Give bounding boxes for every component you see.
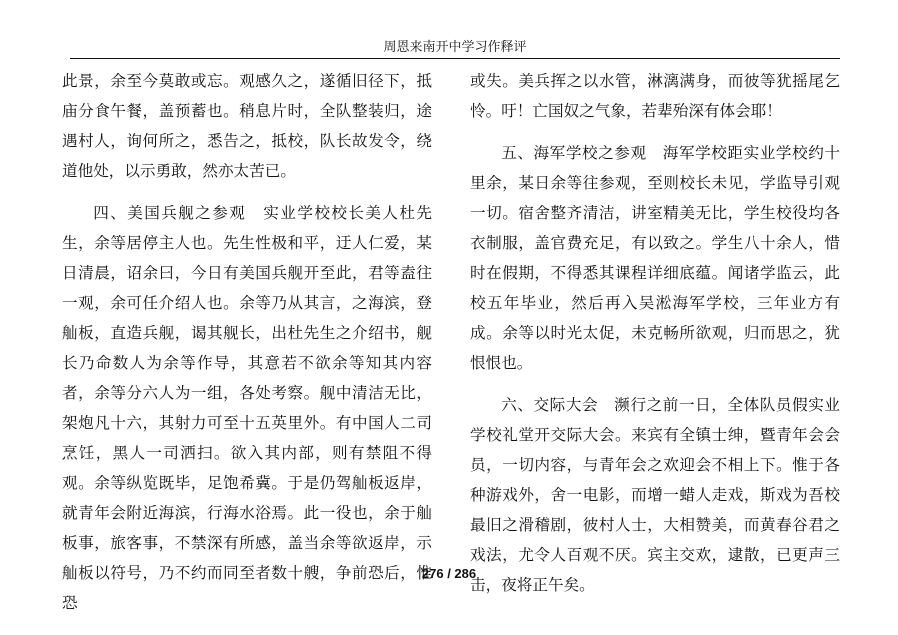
paragraph-section-4: 四、美国兵舰之参观 实业学校校长美人杜先生，余等居停主人也。先生性极和平，迂人仁爱，某日清晨，诏余曰，今日有美国兵舰开至此，君等盍往一观，余可任介绍人也。余等乃从其言，之海滨，登舢板，直造兵舰，谒其舰长，出杜先生之介绍书，舰长乃命数人为余等作导，其意若不欲余等知其内容者，余等分六人为一组，各处考察。舰中清洁无比，架炮凡十六，其射力可至十五英里外。有中国人二司烹饪，黑人一司洒扫。欲入其内部，则有禁阻不得观。余等纵览既毕，足饱希冀。于是仍驾舢板返岸，就青年会附近海滨，行海水浴焉。此一役也，余于舢板事，旅客事，不禁深有所感，盖当余等欲返岸，示舢板以符号，乃不约而同至者数十艘，争前恐后，惟恐 (62, 204, 432, 612)
header-rule (70, 58, 840, 59)
running-header: 周恩来南开中学习作释评 (383, 40, 527, 55)
left-column (62, 66, 432, 618)
paragraph-continuation: 此景，余至今莫敢或忘。观感久之，遂循旧径下，抵庙分食午餐，盖预蓄也。稍息片时，全队整装归，途遇村人，询何所之，悉告之，抵校，队长故发令，绕道他处，以示勇敢，然亦太苦已。 (62, 72, 432, 180)
page-number: 276 / 286 (421, 566, 477, 581)
paragraph-section-6: 六、交际大会 濒行之前一日，全体队员假实业学校礼堂开交际大会。来宾有全镇士绅，暨青年会会员，一切内容，与青年会之欢迎会不相上下。惟于各种游戏外，舍一电影，而增一蜡人走戏，斯戏为吾校最旧之滑稽剧，彼村人士，大相赞美，而黄春谷君之戏法，尤令人百观不厌。宾主交欢，逮散，已更声三击，夜将正午矣。 (470, 396, 840, 594)
right-column (470, 66, 840, 600)
paragraph-section-5: 五、海军学校之参观 海军学校距实业学校约十里余，某日余等往参观，至则校长未见，学监导引观一切。宿舍整齐清洁，讲室精美无比，学生校役均各衣制服，盖官费充足，有以致之。学生八十余人，惜时在假期，不得悉其课程详细底蕴。闻诸学监云，此校五年毕业，然后再入吴淞海军学校，三年业方有成。余等以时光太促，未克畅所欲观，归而思之，犹恨恨也。 (470, 144, 840, 372)
paragraph-continuation-right: 或失。美兵挥之以水管，淋漓满身，而彼等犹摇尾乞怜。吁！亡国奴之气象，若辈殆深有体会耶！ (470, 72, 840, 120)
